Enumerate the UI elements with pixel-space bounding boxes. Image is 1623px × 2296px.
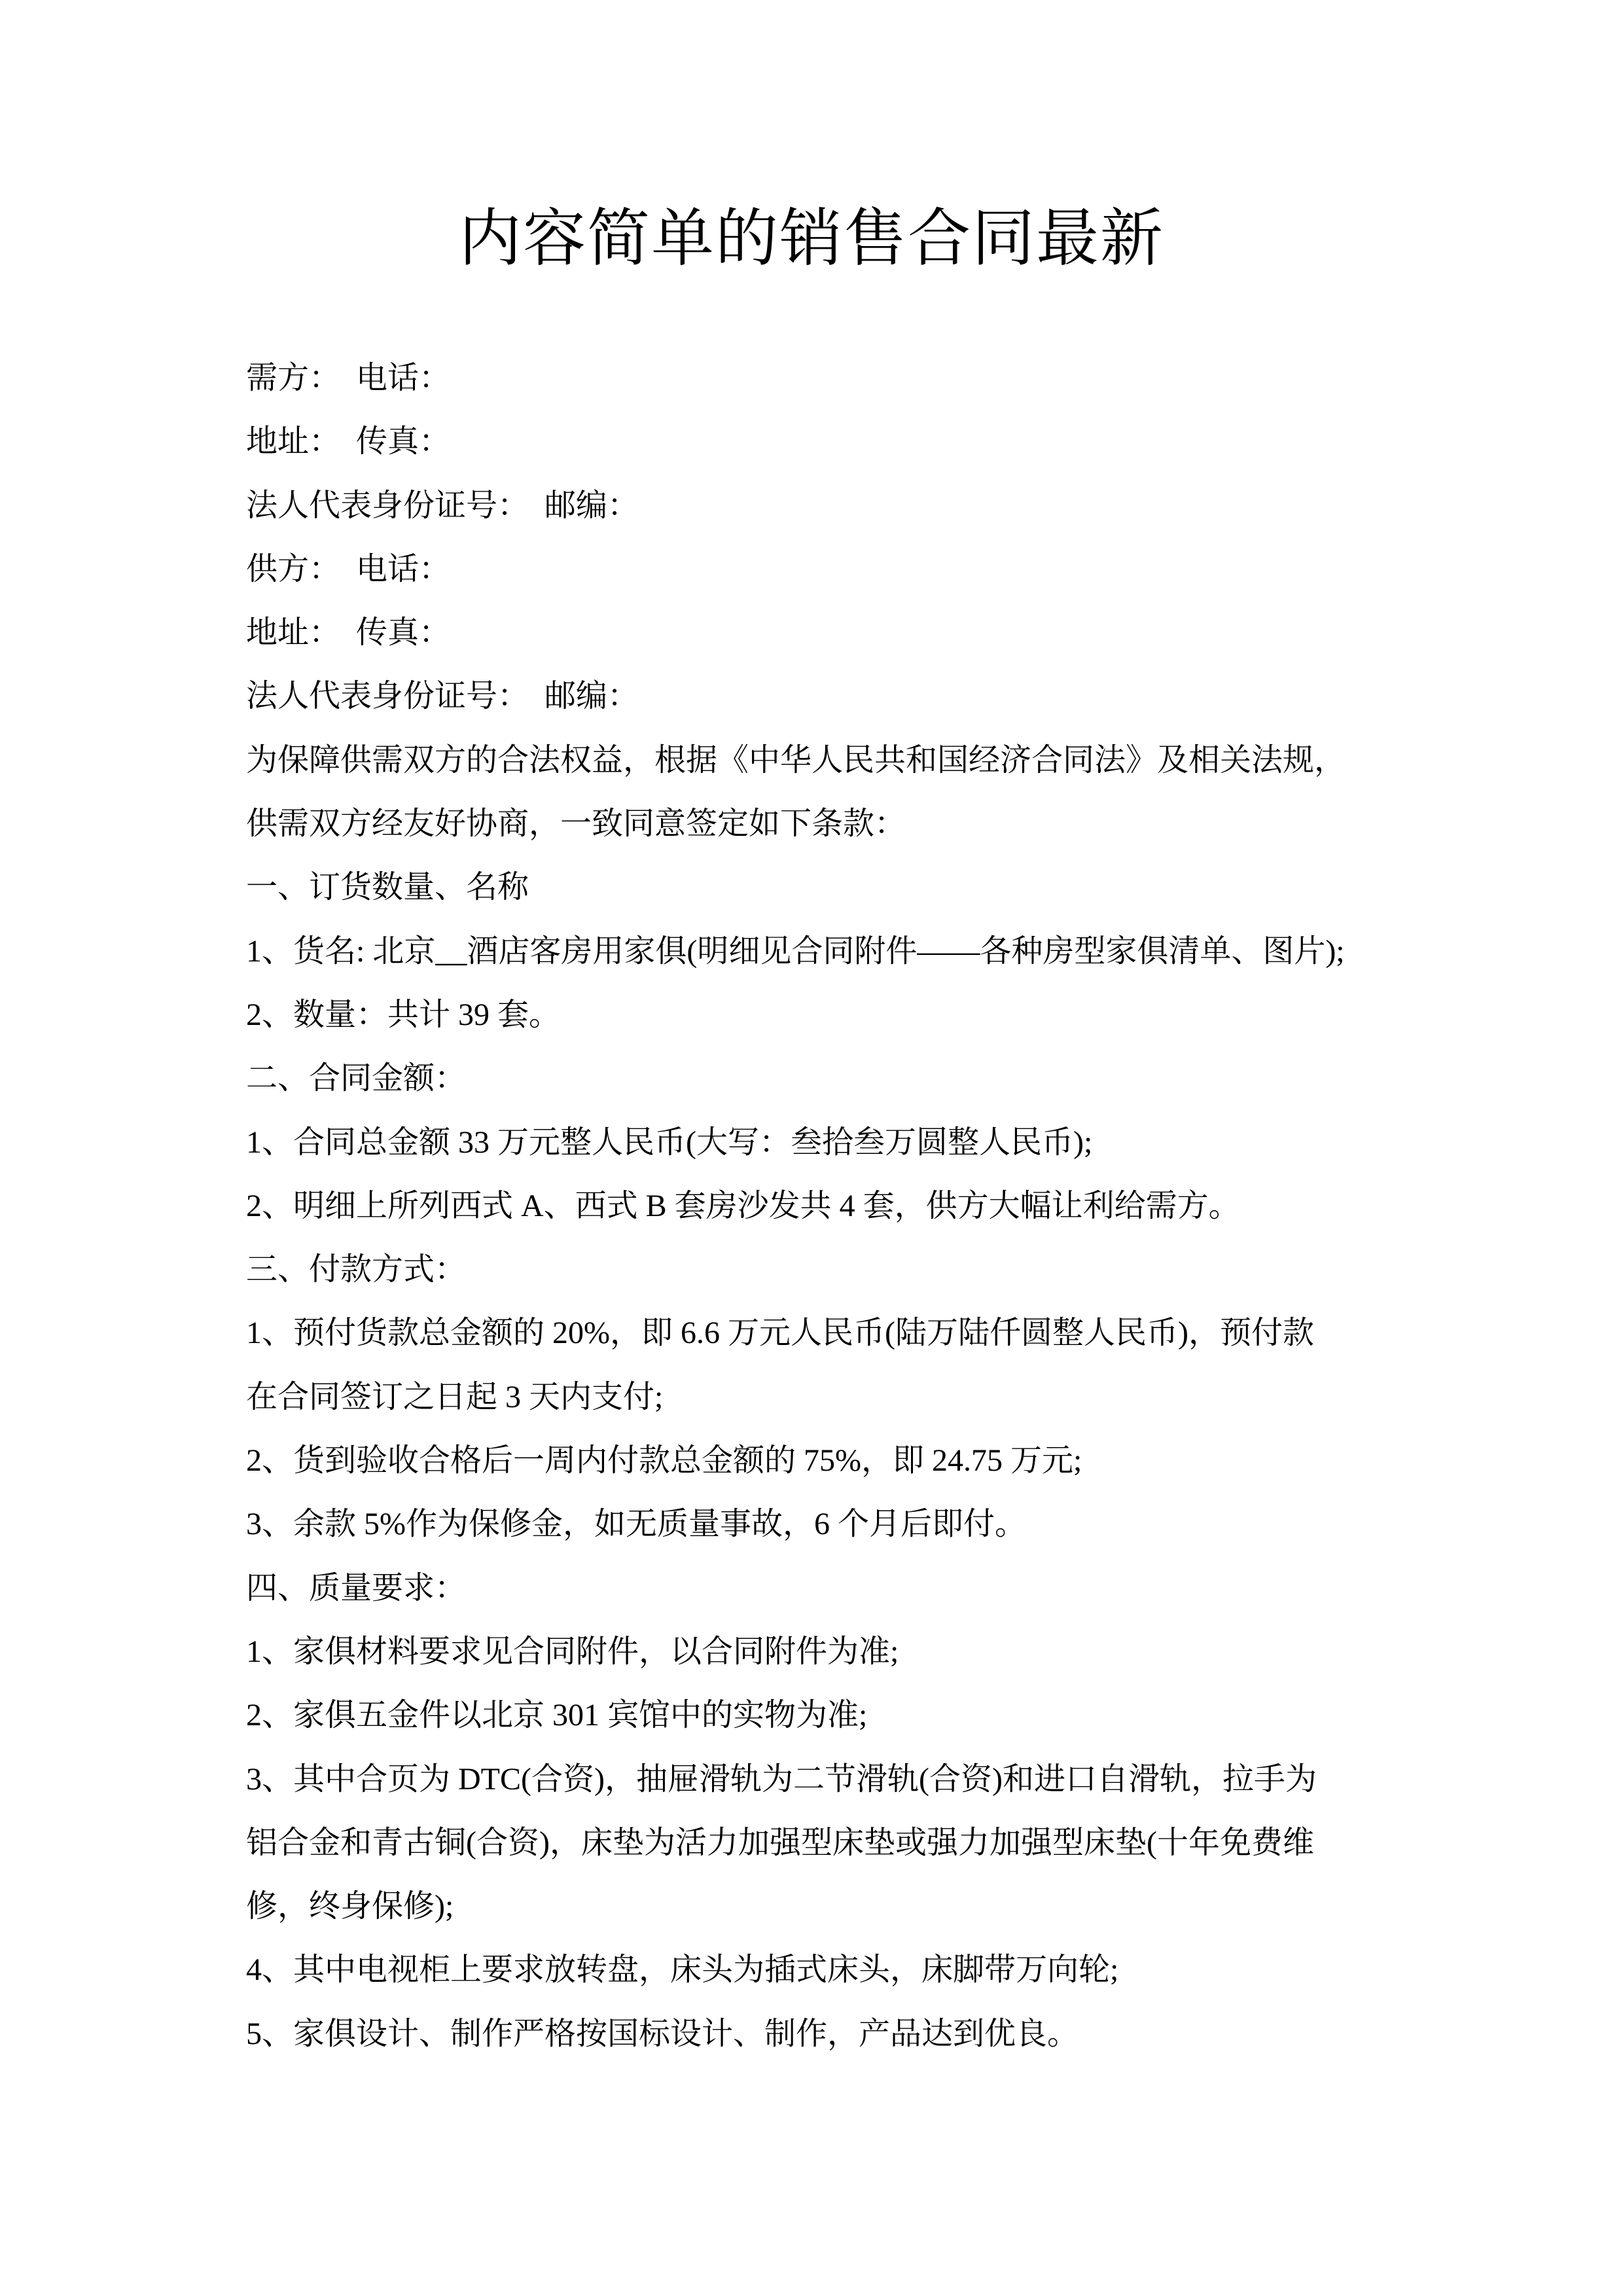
text-line: 四、质量要求： [246, 1570, 467, 1605]
text-line: 一、订货数量、名称 [246, 870, 529, 905]
text-line: 需方： 电话： [246, 361, 451, 395]
text-line: 供需双方经友好协商，一致同意签定如下条款： [246, 806, 906, 842]
text-line: 1、预付货款总金额的 20%，即 6.6 万元人民币(陆万陆仟圆整人民币)，预付款 [246, 1316, 1314, 1351]
document-body [246, 346, 1424, 2066]
text-line: 2、家俱五金件以北京 301 宾馆中的实物为准; [246, 1698, 868, 1733]
text-line: 1、家俱材料要求见合同附件，以合同附件为准; [246, 1634, 899, 1669]
text-line: 修，终身保修); [246, 1889, 454, 1924]
text-line: 为保障供需双方的合法权益，根据《中华人民共和国经济合同法》及相关法规， [246, 742, 1346, 778]
text-line: 2、明细上所列西式 A、西式 B 套房沙发共 4 套，供方大幅让利给需方。 [246, 1188, 1240, 1223]
text-line: 3、余款 5%作为保修金，如无质量事故，6 个月后即付。 [246, 1507, 1026, 1542]
text-line: 5、家俱设计、制作严格按国标设计、制作，产品达到优良。 [246, 2016, 1079, 2051]
text-line: 法人代表身份证号： 邮编： [246, 679, 639, 714]
text-line: 2、数量：共计 39 套。 [246, 997, 561, 1032]
text-line: 法人代表身份证号： 邮编： [246, 488, 639, 523]
text-line: 2、货到验收合格后一周内付款总金额的 75%，即 24.75 万元; [246, 1443, 1082, 1479]
text-line: 1、合同总金额 33 万元整人民币(大写：叁拾叁万圆整人民币); [246, 1124, 1093, 1160]
text-line: 供方： 电话： [246, 551, 451, 586]
text-line: 地址： 传真： [246, 424, 451, 459]
text-line: 三、付款方式： [246, 1252, 467, 1287]
text-line: 铝合金和青古铜(合资)，床垫为活力加强型床垫或强力加强型床垫(十年免费维 [246, 1825, 1314, 1860]
text-line: 二、合同金额： [246, 1061, 467, 1096]
text-line: 4、其中电视柜上要求放转盘，床头为插式床头，床脚带万向轮; [246, 1952, 1119, 1988]
text-line: 在合同签订之日起 3 天内支付; [246, 1379, 664, 1414]
document-title: 内容简单的销售合同最新 [459, 204, 1164, 274]
text-line: 1、货名: 北京__酒店客房用家俱(明细见合同附件——各种房型家俱清单、图片); [246, 933, 1345, 969]
text-line: 3、其中合页为 DTC(合资)，抽屉滑轨为二节滑轨(合资)和进口自滑轨，拉手为 [246, 1761, 1317, 1797]
text-line: 地址： 传真： [246, 615, 451, 651]
